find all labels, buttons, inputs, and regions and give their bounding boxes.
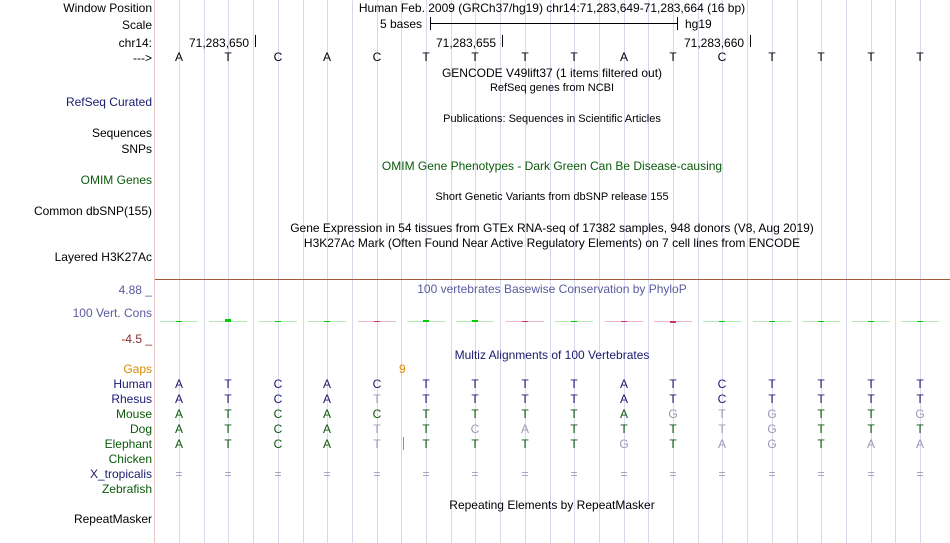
aligned-base: T xyxy=(817,407,825,421)
aligned-base: T xyxy=(521,392,529,406)
phylop-bar xyxy=(818,321,824,322)
label-column-border xyxy=(154,0,155,543)
phylop-label[interactable]: 100 Vert. Cons xyxy=(72,306,152,320)
reference-base: T xyxy=(768,50,776,64)
aligned-base: T xyxy=(373,392,381,406)
guide-line xyxy=(772,0,773,543)
aligned-base: C xyxy=(470,422,480,436)
species-label[interactable]: Mouse xyxy=(115,407,152,421)
window-position-value: Human Feb. 2009 (GRCh37/hg19) chr14:71,283,649-71,283,664 (16 bp) xyxy=(358,1,746,15)
aligned-base: T xyxy=(521,407,529,421)
guide-line xyxy=(624,0,625,543)
phylop-bar xyxy=(324,321,330,322)
aligned-base: T xyxy=(373,437,381,451)
guide-line xyxy=(846,0,847,543)
aligned-base: T xyxy=(422,422,430,436)
aligned-base: T xyxy=(422,407,430,421)
reference-base: A xyxy=(174,50,183,64)
aligned-base: A xyxy=(619,407,628,421)
omim-track-title[interactable]: OMIM Gene Phenotypes - Dark Green Can Be Disease-causing xyxy=(381,159,723,173)
phylop-bar xyxy=(225,319,231,322)
species-label[interactable]: Human xyxy=(113,377,152,391)
aligned-base: = xyxy=(916,467,924,481)
guide-line xyxy=(821,0,822,543)
aligned-base: T xyxy=(817,422,825,436)
aligned-base: G xyxy=(767,422,777,436)
coord-tick-label-1: 71,283,650 xyxy=(189,36,250,50)
species-label[interactable]: X_tropicalis xyxy=(89,467,152,481)
reference-base: T xyxy=(817,50,825,64)
aligned-base: G xyxy=(619,437,629,451)
aligned-base: T xyxy=(224,437,232,451)
aligned-base: C xyxy=(372,407,382,421)
aligned-base: T xyxy=(224,407,232,421)
sequences-label[interactable]: Sequences xyxy=(91,126,152,140)
publications-track-title[interactable]: Publications: Sequences in Scientific Articles xyxy=(443,113,661,125)
aligned-base: T xyxy=(521,377,529,391)
aligned-base: T xyxy=(471,392,479,406)
aligned-base: T xyxy=(867,422,875,436)
guide-line xyxy=(895,0,896,543)
aligned-base: = xyxy=(471,467,479,481)
reference-base: A xyxy=(619,50,628,64)
aligned-base: T xyxy=(817,437,825,451)
aligned-base: A xyxy=(866,437,875,451)
aligned-base: = xyxy=(867,467,875,481)
phylop-min-label: -4.5 _ xyxy=(121,332,152,346)
aligned-base: T xyxy=(867,407,875,421)
species-label[interactable]: Rhesus xyxy=(111,392,152,406)
phylop-bar xyxy=(275,321,281,322)
guide-line xyxy=(797,0,798,543)
gencode-track-title[interactable]: GENCODE V49lift37 (1 items filtered out) xyxy=(441,66,663,80)
aligned-base: T xyxy=(669,437,677,451)
guide-line xyxy=(722,0,723,543)
guide-line xyxy=(377,0,378,543)
gaps-label[interactable]: Gaps xyxy=(123,362,152,376)
coord-tick-3 xyxy=(750,35,751,47)
reference-base: A xyxy=(322,50,331,64)
h3k27ac-track-title[interactable]: H3K27Ac Mark (Often Found Near Active Regulatory Elements) on 7 cell lines from ENCODE xyxy=(303,236,801,250)
aligned-base: T xyxy=(471,407,479,421)
aligned-base: = xyxy=(175,467,183,481)
aligned-base: T xyxy=(867,377,875,391)
repeatmasker-track-title[interactable]: Repeating Elements by RepeatMasker xyxy=(449,498,655,512)
aligned-base: T xyxy=(867,392,875,406)
reference-base: T xyxy=(867,50,875,64)
phylop-bar xyxy=(621,321,627,322)
aligned-base: C xyxy=(717,377,727,391)
scale-text: 5 bases xyxy=(380,17,423,31)
phylop-track-title[interactable]: 100 vertebrates Basewise Conservation by PhyloP xyxy=(417,282,687,296)
guide-line xyxy=(278,0,279,543)
guide-line xyxy=(352,0,353,543)
reference-base: T xyxy=(471,50,479,64)
guide-line xyxy=(648,0,649,543)
reference-base: T xyxy=(916,50,924,64)
guide-line xyxy=(426,0,427,543)
aligned-base: A xyxy=(174,377,183,391)
aligned-base: = xyxy=(521,467,529,481)
guide-line xyxy=(747,0,748,543)
aligned-base: G xyxy=(767,407,777,421)
aligned-base: T xyxy=(224,422,232,436)
aligned-base: = xyxy=(570,467,578,481)
aligned-base: A xyxy=(619,377,628,391)
aligned-base: T xyxy=(471,437,479,451)
dbsnp-track-title[interactable]: Short Genetic Variants from dbSNP release 155 xyxy=(435,191,669,203)
reference-base: T xyxy=(224,50,232,64)
aligned-base: = xyxy=(224,467,232,481)
gtex-track-title[interactable]: Gene Expression in 54 tissues from GTEx RNA-seq of 17382 samples, 948 donors (V8, Aug 2019) xyxy=(290,221,814,235)
species-label[interactable]: Elephant xyxy=(104,437,152,451)
phylop-bar xyxy=(522,321,528,322)
aligned-base: A xyxy=(174,392,183,406)
guide-line xyxy=(327,0,328,543)
species-label[interactable]: Chicken xyxy=(108,452,152,466)
phylop-bar xyxy=(571,321,577,322)
coord-tick-label-2: 71,283,655 xyxy=(436,36,497,50)
phylop-max-label: 4.88 _ xyxy=(118,283,152,297)
aligned-base: T xyxy=(422,437,430,451)
aligned-base: T xyxy=(718,422,726,436)
aligned-base: = xyxy=(669,467,677,481)
reference-base: T xyxy=(521,50,529,64)
reference-base: C xyxy=(372,50,382,64)
aligned-base: A xyxy=(174,437,183,451)
h3k27ac-label[interactable]: Layered H3K27Ac xyxy=(54,250,152,264)
guide-line xyxy=(303,0,304,543)
coord-tick-2 xyxy=(502,35,503,47)
aligned-base: T xyxy=(570,377,578,391)
aligned-base: A xyxy=(915,437,924,451)
scale-bar xyxy=(430,23,678,24)
omim-label[interactable]: OMIM Genes xyxy=(80,173,152,187)
aligned-base: = xyxy=(718,467,726,481)
aligned-base: C xyxy=(273,377,283,391)
aligned-base: A xyxy=(322,392,331,406)
aligned-base: T xyxy=(570,407,578,421)
phylop-bar xyxy=(374,321,380,322)
aligned-base: T xyxy=(916,377,924,391)
guide-line xyxy=(228,0,229,543)
aligned-base: A xyxy=(322,422,331,436)
coord-tick-label-3: 71,283,660 xyxy=(684,36,745,50)
phylop-bar xyxy=(176,321,182,322)
reference-base: T xyxy=(422,50,430,64)
aligned-base: A xyxy=(322,407,331,421)
aligned-base: T xyxy=(768,392,776,406)
phylop-bar xyxy=(719,321,725,322)
aligned-base: T xyxy=(817,392,825,406)
aligned-base: G xyxy=(915,407,925,421)
aligned-base: T xyxy=(669,377,677,391)
aligned-base: G xyxy=(668,407,678,421)
guide-line xyxy=(451,0,452,543)
guide-line xyxy=(179,0,180,543)
repeatmasker-label[interactable]: RepeatMasker xyxy=(73,512,152,526)
aligned-base: A xyxy=(322,377,331,391)
scale-label: Scale xyxy=(121,18,152,32)
refseq-track-title[interactable]: RefSeq genes from NCBI xyxy=(489,82,615,94)
aligned-base: = xyxy=(768,467,776,481)
aligned-base: T xyxy=(916,422,924,436)
strand-label: ---> xyxy=(133,51,152,65)
gap-insertion-marker xyxy=(403,437,404,450)
aligned-base: T xyxy=(817,377,825,391)
aligned-base: A xyxy=(174,422,183,436)
phylop-bar xyxy=(868,321,874,322)
aligned-base: T xyxy=(620,422,628,436)
phylop-bar xyxy=(670,321,676,323)
coord-tick-1 xyxy=(255,35,256,47)
aligned-base: T xyxy=(422,377,430,391)
aligned-base: = xyxy=(373,467,381,481)
aligned-base: A xyxy=(174,407,183,421)
reference-base: T xyxy=(669,50,677,64)
aligned-base: T xyxy=(224,377,232,391)
aligned-base: = xyxy=(422,467,430,481)
aligned-base: A xyxy=(520,422,529,436)
aligned-base: T xyxy=(718,407,726,421)
scale-assembly: hg19 xyxy=(685,17,712,31)
aligned-base: = xyxy=(620,467,628,481)
scale-bar-left-cap xyxy=(430,17,431,30)
multiz-track-title[interactable]: Multiz Alignments of 100 Vertebrates xyxy=(454,348,650,362)
aligned-base: G xyxy=(767,437,777,451)
reference-base: T xyxy=(570,50,578,64)
refseq-label[interactable]: RefSeq Curated xyxy=(65,95,152,109)
species-label[interactable]: Zebrafish xyxy=(101,482,152,496)
aligned-base: C xyxy=(372,377,382,391)
chrom-label: chr14: xyxy=(118,36,152,50)
aligned-base: T xyxy=(224,392,232,406)
aligned-base: C xyxy=(273,392,283,406)
aligned-base: A xyxy=(619,392,628,406)
aligned-base: T xyxy=(916,392,924,406)
aligned-base: = xyxy=(323,467,331,481)
aligned-base: T xyxy=(471,377,479,391)
aligned-base: A xyxy=(717,437,726,451)
phylop-bar xyxy=(917,321,923,322)
guide-line xyxy=(673,0,674,543)
aligned-base: A xyxy=(322,437,331,451)
guide-line xyxy=(253,0,254,543)
guide-line xyxy=(204,0,205,543)
aligned-base: T xyxy=(422,392,430,406)
aligned-base: C xyxy=(717,392,727,406)
phylop-bar xyxy=(472,320,478,322)
aligned-base: = xyxy=(274,467,282,481)
species-label[interactable]: Dog xyxy=(129,422,152,436)
gap-count: 9 xyxy=(399,362,406,376)
reference-base: C xyxy=(717,50,727,64)
aligned-base: T xyxy=(669,392,677,406)
aligned-base: T xyxy=(373,422,381,436)
aligned-base: T xyxy=(669,422,677,436)
scale-bar-right-cap xyxy=(677,17,678,30)
guide-line xyxy=(871,0,872,543)
aligned-base: T xyxy=(570,437,578,451)
reference-base: C xyxy=(273,50,283,64)
aligned-base: C xyxy=(273,422,283,436)
guide-line xyxy=(920,0,921,543)
aligned-base: C xyxy=(273,437,283,451)
guide-line xyxy=(475,0,476,543)
window-position-label: Window Position xyxy=(63,1,152,15)
phylop-bar xyxy=(423,320,429,322)
guide-line xyxy=(698,0,699,543)
aligned-base: T xyxy=(768,377,776,391)
aligned-base: T xyxy=(570,392,578,406)
aligned-base: C xyxy=(273,407,283,421)
dbsnp-label[interactable]: Common dbSNP(155) xyxy=(33,204,152,218)
phylop-bar xyxy=(769,321,775,322)
track-separator xyxy=(155,279,950,280)
aligned-base: T xyxy=(521,437,529,451)
aligned-base: = xyxy=(817,467,825,481)
guide-line xyxy=(401,0,402,543)
aligned-base: T xyxy=(570,422,578,436)
snps-label[interactable]: SNPs xyxy=(121,142,152,156)
